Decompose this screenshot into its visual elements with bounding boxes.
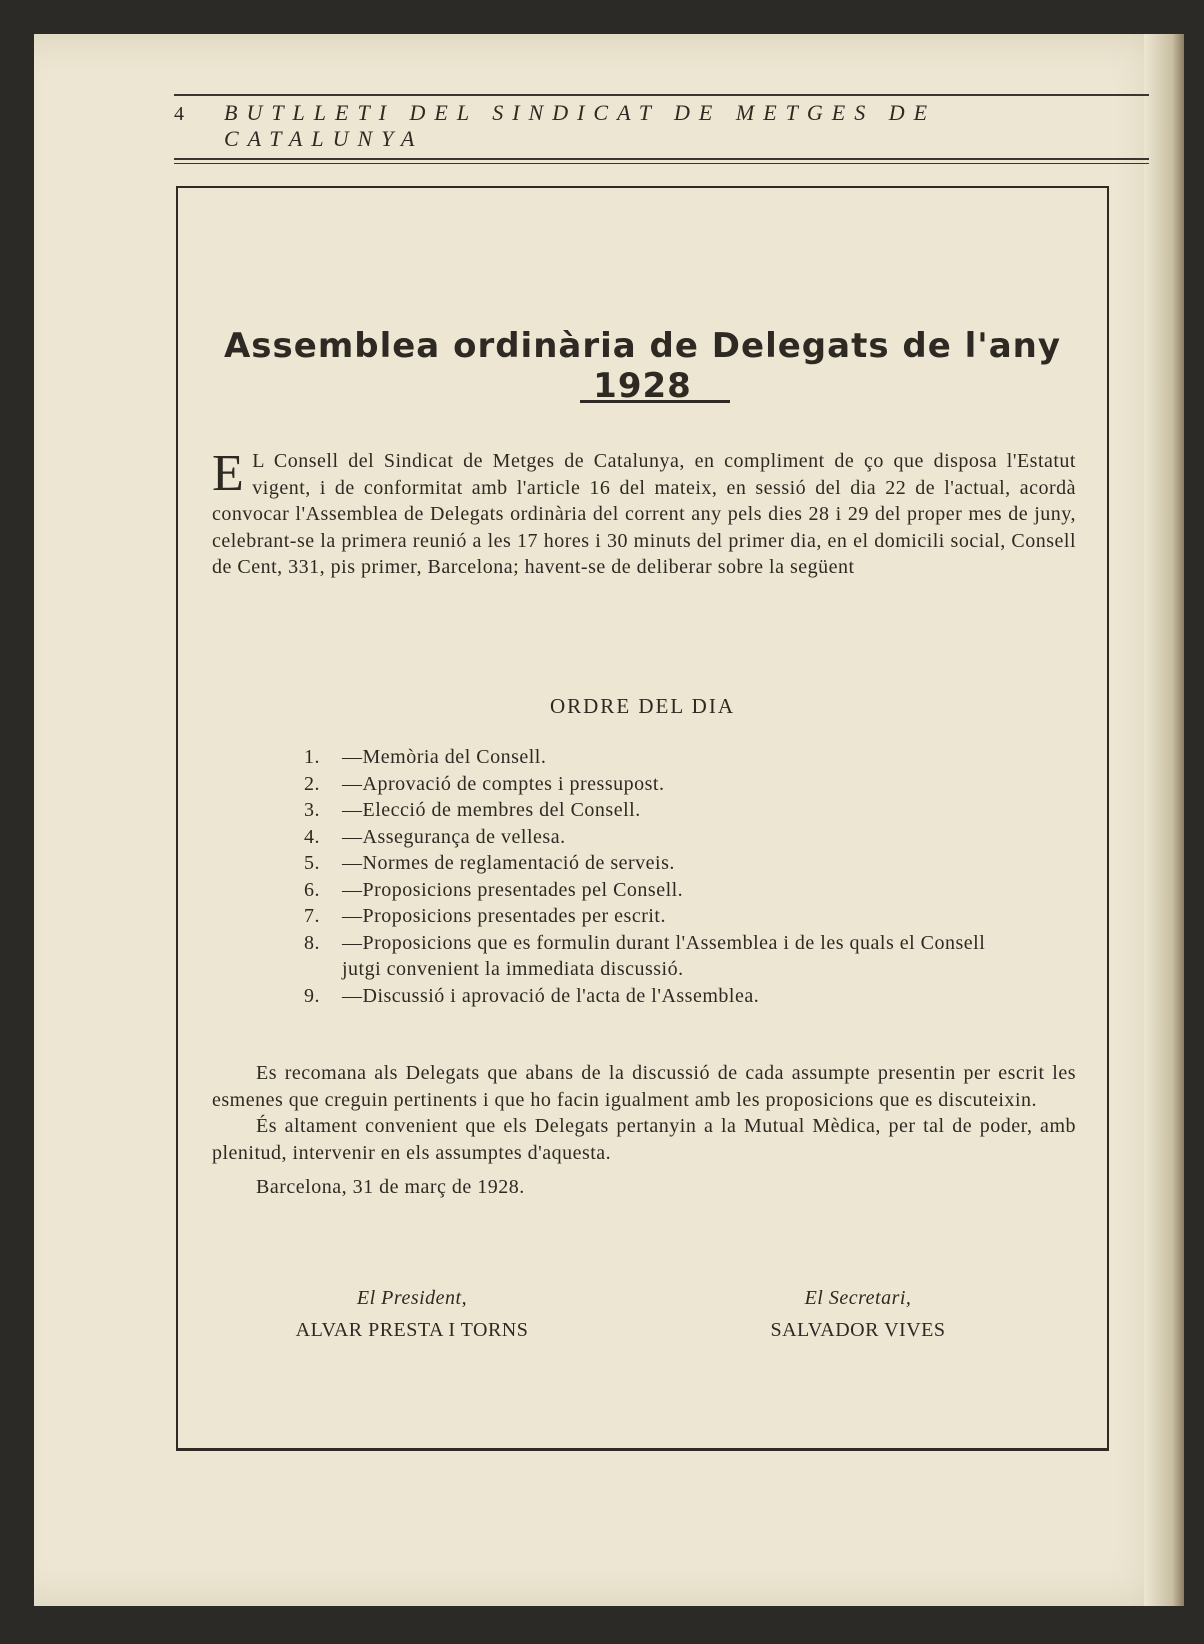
signature-role: El Secretari, xyxy=(804,1287,912,1309)
agenda-item-text: —Normes de reglamentació de serveis. xyxy=(342,852,675,874)
agenda-heading: ORDRE DEL DIA xyxy=(549,694,736,718)
signature-role: El President, xyxy=(356,1287,468,1309)
header-bottom-rule-thin xyxy=(174,163,1149,164)
agenda-item xyxy=(304,850,1004,877)
agenda-list xyxy=(304,744,1004,1009)
signature-name: ALVAR PRESTA I TORNS xyxy=(295,1319,529,1341)
signature-name: SALVADOR VIVES xyxy=(770,1319,946,1341)
closing-text xyxy=(212,1060,1076,1201)
mutual-paragraph: És altament convenient que els Delegats pertanyin a la Mutual Mèdica, per tal de poder, amb plenitud, intervenir en els assumptes d'aquesta. xyxy=(212,1115,1076,1164)
agenda-item xyxy=(304,797,1004,824)
agenda-item-text: —Proposicions presentades pel Consell. xyxy=(342,878,684,901)
drop-cap: E xyxy=(212,445,245,502)
agenda-item-number: 2. xyxy=(304,772,320,795)
agenda-item-number: 7. xyxy=(304,905,320,927)
running-header xyxy=(174,94,1149,164)
agenda-item-number: 4. xyxy=(304,825,320,848)
agenda-item-text: —Proposicions presentades per escrit. xyxy=(342,905,666,927)
title-underline xyxy=(580,400,730,403)
agenda-item-text: —Proposicions que es formulin durant l'Assemblea i de les quals el Consell jutgi convenient la immediata discussió. xyxy=(342,931,986,980)
secretary-signature xyxy=(698,1282,1018,1346)
intro-paragraph xyxy=(212,445,1076,581)
agenda-item-text: —Discussió i aprovació de l'acta de l'Assemblea. xyxy=(342,984,760,1007)
running-title: BUTLLETI DEL SINDICAT DE METGES DE CATALUNYA xyxy=(224,100,937,151)
recommendation-paragraph: Es recomana als Delegats que abans de la discussió de cada assumpte presentin per escrit les esmenes que creguin pertinents i que ho facin igualment amb les proposicions que es discuteixin. xyxy=(212,1062,1076,1111)
intro-text: L Consell del Sindicat de Metges de Catalunya, en compliment de ço que disposa l'Estatut vigent, i de conformitat amb l'article 16 del mateix, en sessió del dia 22 de l'actual, acordà convocar l'Assemblea de Delegats ordinària del corrent any pels dies 28 i 29 del proper mes de juny, celebrant-se la primera reunió a les 17 hores i 30 minuts del primer dia, en el domicili social, Consell de Cent, 331, pis primer, Barcelona; havent-se de deliberar sobre la següent xyxy=(212,450,1076,578)
agenda-item xyxy=(304,744,1004,771)
agenda-item-number: 8. xyxy=(304,931,320,954)
article-frame xyxy=(176,186,1109,1451)
agenda-item-text: —Assegurança de vellesa. xyxy=(342,825,566,848)
page-binding-edge xyxy=(1144,34,1184,1606)
agenda-item-number: 1. xyxy=(304,746,320,768)
agenda-item xyxy=(304,771,1004,798)
agenda-item xyxy=(304,983,1004,1010)
agenda-item xyxy=(304,824,1004,851)
article-title: Assemblea ordinària de Delegats de l'any 1928 xyxy=(223,326,1062,406)
page-number: 4 xyxy=(174,103,184,125)
agenda-item-text: —Aprovació de comptes i pressupost. xyxy=(342,772,665,795)
agenda-item-number: 6. xyxy=(304,878,320,901)
agenda-item-text: —Elecció de membres del Consell. xyxy=(342,799,641,821)
agenda-item xyxy=(304,903,1004,930)
president-signature xyxy=(252,1282,572,1346)
agenda-item xyxy=(304,877,1004,904)
agenda-item-number: 3. xyxy=(304,799,320,821)
document-page xyxy=(34,34,1184,1606)
agenda-item xyxy=(304,930,1004,983)
date-line: Barcelona, 31 de març de 1928. xyxy=(256,1176,525,1198)
agenda-item-number: 5. xyxy=(304,852,320,874)
agenda-item-number: 9. xyxy=(304,984,320,1007)
agenda-item-text: —Memòria del Consell. xyxy=(342,746,547,768)
header-bottom-rule xyxy=(174,158,1149,160)
